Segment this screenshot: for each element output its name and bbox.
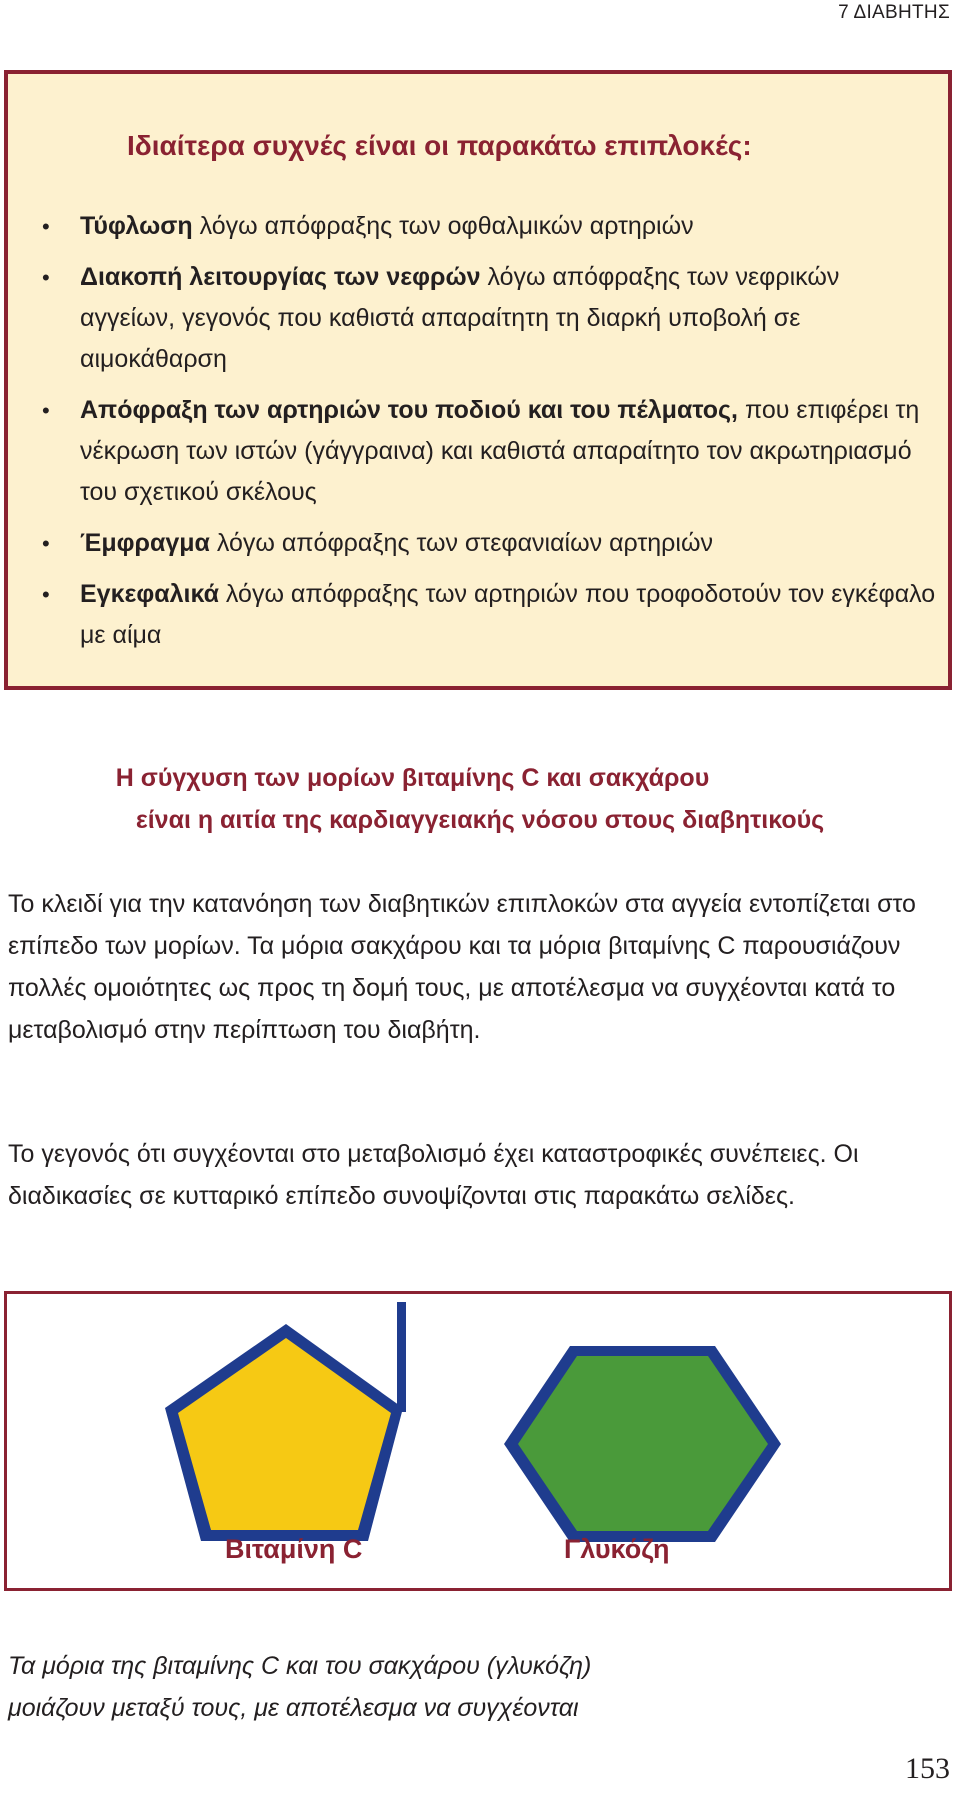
list-item-text: λόγω απόφραξης των στεφανιαίων αρτηριών	[209, 529, 713, 557]
list-item	[40, 257, 940, 380]
complications-box	[4, 70, 952, 690]
body-paragraph-1: Το κλειδί για την κατανόηση των διαβητικών επιπλοκών στα αγγεία εντοπίζεται στο επίπεδο των μορίων. Τα μόρια σακχάρου και τα μόρια βιταμίνης C παρουσιάζουν πολλές ομοιότητες ως προς τη δομή τους, με αποτέλεσμα να συγχέονται κατά το μεταβολισμό στην περίπτωση του διαβήτη.	[8, 890, 916, 1044]
vitamin-c-pentagon	[165, 1302, 406, 1541]
molecule-illustration	[7, 1294, 949, 1588]
list-item-text: λόγω απόφραξης των νεφρικών αγγείων, γεγονός που καθιστά απαραίτητη τη διαρκή υποβολή σε αιμοκάθαρση	[80, 263, 840, 373]
list-item	[40, 206, 940, 247]
highlight-line-1: Η σύγχυση των μορίων βιταμίνης C και σακχάρου	[115, 764, 710, 792]
caption-line-2: μοιάζουν μεταξύ τους, με αποτέλεσμα να συγχέονται	[8, 1694, 579, 1722]
list-item-text: λόγω απόφραξης των αρτηριών που τροφοδοτούν τον εγκέφαλο με αίμα	[80, 580, 936, 649]
list-item	[40, 523, 940, 564]
highlight-heading	[0, 757, 960, 841]
list-item-term: Εγκεφαλικά	[80, 580, 219, 608]
body-paragraph-2: Το γεγονός ότι συγχέονται στο μεταβολισμό έχει καταστροφικές συνέπειες. Οι διαδικασίες σε κυτταρικό επίπεδο συνοψίζονται στις παρακάτω σελίδες.	[8, 1140, 859, 1210]
list-item	[40, 390, 940, 513]
glucose-label: Γλυκόζη	[564, 1534, 670, 1564]
molecule-figure	[4, 1291, 952, 1591]
page-number: 153	[905, 1752, 950, 1785]
highlight-line-2: είναι η αιτία της καρδιαγγειακής νόσου στους διαβητικούς	[135, 806, 825, 834]
list-item-term: Τύφλωση	[80, 212, 193, 240]
running-head: 7 ΔΙΑΒΗΤΗΣ	[838, 2, 950, 23]
list-item-text: που επιφέρει τη νέκρωση των ιστών (γάγγραινα) και καθιστά απαραίτητο τον ακρωτηριασμό του σχετικού σκέλους	[80, 396, 920, 506]
caption-line-1: Τα μόρια της βιταμίνης C και του σακχάρου (γλυκόζη)	[8, 1652, 592, 1680]
complications-list	[40, 206, 940, 666]
box-title: Ιδιαίτερα συχνές είναι οι παρακάτω επιπλοκές:	[127, 130, 752, 161]
vitamin-c-label: Βιταμίνη C	[225, 1534, 363, 1564]
list-item-term: Απόφραξη των αρτηριών του ποδιού και του πέλματος,	[80, 396, 738, 424]
list-item-term: Διακοπή λειτουργίας των νεφρών	[80, 263, 481, 291]
glucose-hexagon	[504, 1346, 781, 1542]
list-item-term: Έμφραγμα	[80, 529, 210, 557]
list-item	[40, 574, 940, 656]
list-item-text: λόγω απόφραξης των οφθαλμικών αρτηριών	[192, 212, 694, 240]
figure-caption	[8, 1645, 591, 1729]
